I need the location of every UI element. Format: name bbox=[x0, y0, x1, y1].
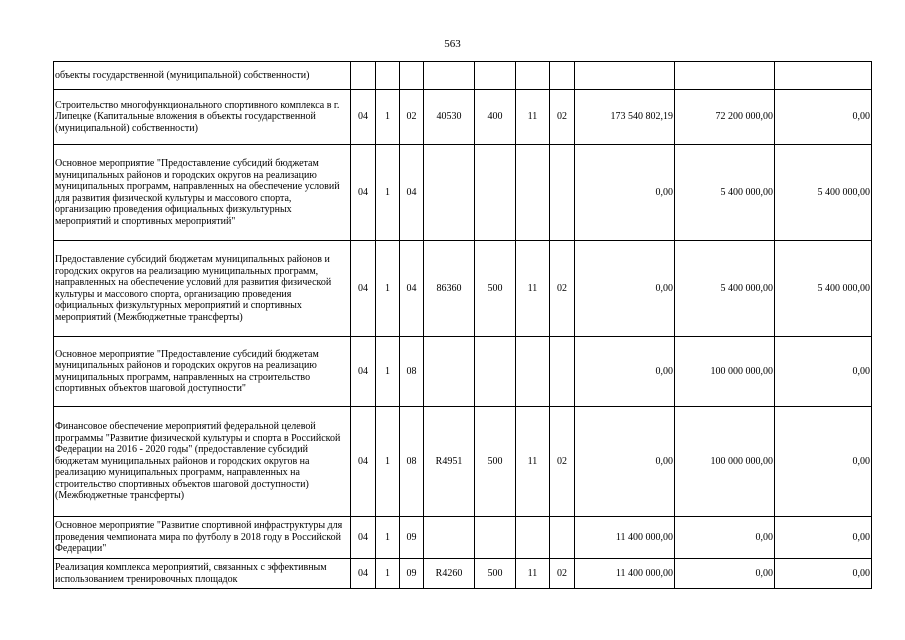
row-name: объекты государственной (муниципальной) собственности) bbox=[54, 62, 351, 90]
amount-year-3: 0,00 bbox=[775, 90, 872, 145]
event-code: 09 bbox=[400, 517, 424, 559]
expense-type-code bbox=[475, 517, 516, 559]
expense-type-code: 500 bbox=[475, 407, 516, 517]
section-code: 04 bbox=[351, 145, 376, 241]
row-name: Основное мероприятие "Развитие спортивной инфраструктуры для проведения чемпионата мира по футболу в 2018 году в Российской Федерации" bbox=[54, 517, 351, 559]
row-name: Основное мероприятие "Предоставление субсидий бюджетам муниципальных районов и городских округов на реализацию муниципальных программ, направленных на обеспечение условий для развития физической культуры и массового спорта, организацию проведения официальных физкультурных мероприятий и спортивных мероприятий" bbox=[54, 145, 351, 241]
amount-year-1: 0,00 bbox=[575, 407, 675, 517]
subprogram-code: 1 bbox=[376, 241, 400, 337]
section-code: 04 bbox=[351, 337, 376, 407]
expense-type-code bbox=[475, 62, 516, 90]
amount-year-3: 5 400 000,00 bbox=[775, 145, 872, 241]
subprogram-code: 1 bbox=[376, 90, 400, 145]
event-code: 09 bbox=[400, 559, 424, 589]
direction-code: R4260 bbox=[424, 559, 475, 589]
subprogram-code: 1 bbox=[376, 517, 400, 559]
section-code: 04 bbox=[351, 90, 376, 145]
page-number: 563 bbox=[444, 38, 461, 50]
event-code: 04 bbox=[400, 145, 424, 241]
amount-year-2: 100 000 000,00 bbox=[675, 337, 775, 407]
amount-year-2: 5 400 000,00 bbox=[675, 145, 775, 241]
subprogram-code: 1 bbox=[376, 145, 400, 241]
subdivision-code bbox=[550, 517, 575, 559]
amount-year-3: 5 400 000,00 bbox=[775, 241, 872, 337]
subprogram-code bbox=[376, 62, 400, 90]
amount-year-2: 100 000 000,00 bbox=[675, 407, 775, 517]
amount-year-2 bbox=[675, 62, 775, 90]
section-code: 04 bbox=[351, 517, 376, 559]
amount-year-2: 72 200 000,00 bbox=[675, 90, 775, 145]
subdivision-code bbox=[550, 62, 575, 90]
subprogram-code: 1 bbox=[376, 337, 400, 407]
row-name: Реализация комплекса мероприятий, связанных с эффективным использованием тренировочных площадок bbox=[54, 559, 351, 589]
row-name: Финансовое обеспечение мероприятий федеральной целевой программы "Развитие физической культуры и спорта в Российской Федерации на 2016 - 2020 годы" (предоставление субсидий бюджетам муниципальных районов и городских округов на реализацию муниципальных программ, направленных на строительство спортивных объектов шаговой доступности) (Межбюджетные трансферты) bbox=[54, 407, 351, 517]
direction-code bbox=[424, 517, 475, 559]
row-name: Предоставление субсидий бюджетам муниципальных районов и городских округов на реализацию муниципальных программ, направленных на обеспечение условий для развития физической культуры и массового спорта, организацию проведения официальных физкультурных мероприятий и спортивных мероприятий (Межбюджетные трансферты) bbox=[54, 241, 351, 337]
amount-year-3: 0,00 bbox=[775, 337, 872, 407]
subdivision-code: 02 bbox=[550, 90, 575, 145]
table-row bbox=[54, 407, 872, 517]
event-code: 04 bbox=[400, 241, 424, 337]
amount-year-1: 11 400 000,00 bbox=[575, 559, 675, 589]
subdivision-code: 02 bbox=[550, 241, 575, 337]
division-code: 11 bbox=[516, 241, 550, 337]
subdivision-code: 02 bbox=[550, 559, 575, 589]
subdivision-code bbox=[550, 145, 575, 241]
expense-type-code: 400 bbox=[475, 90, 516, 145]
division-code bbox=[516, 62, 550, 90]
amount-year-3: 0,00 bbox=[775, 517, 872, 559]
expense-type-code bbox=[475, 337, 516, 407]
amount-year-3 bbox=[775, 62, 872, 90]
table-row bbox=[54, 145, 872, 241]
event-code: 08 bbox=[400, 337, 424, 407]
direction-code: R4951 bbox=[424, 407, 475, 517]
section-code: 04 bbox=[351, 407, 376, 517]
section-code: 04 bbox=[351, 241, 376, 337]
division-code: 11 bbox=[516, 407, 550, 517]
table-row bbox=[54, 241, 872, 337]
row-name: Строительство многофункционального спортивного комплекса в г. Липецке (Капитальные вложения в объекты государственной (муниципальной) собственности) bbox=[54, 90, 351, 145]
amount-year-1 bbox=[575, 62, 675, 90]
subprogram-code: 1 bbox=[376, 559, 400, 589]
section-code: 04 bbox=[351, 559, 376, 589]
amount-year-1: 173 540 802,19 bbox=[575, 90, 675, 145]
event-code bbox=[400, 62, 424, 90]
subprogram-code: 1 bbox=[376, 407, 400, 517]
direction-code bbox=[424, 145, 475, 241]
direction-code bbox=[424, 337, 475, 407]
division-code bbox=[516, 145, 550, 241]
expense-type-code: 500 bbox=[475, 241, 516, 337]
subdivision-code: 02 bbox=[550, 407, 575, 517]
expense-type-code: 500 bbox=[475, 559, 516, 589]
amount-year-3: 0,00 bbox=[775, 559, 872, 589]
division-code bbox=[516, 517, 550, 559]
amount-year-1: 0,00 bbox=[575, 145, 675, 241]
budget-table bbox=[53, 61, 872, 589]
amount-year-2: 0,00 bbox=[675, 517, 775, 559]
division-code: 11 bbox=[516, 559, 550, 589]
table-row bbox=[54, 559, 872, 589]
event-code: 08 bbox=[400, 407, 424, 517]
amount-year-2: 5 400 000,00 bbox=[675, 241, 775, 337]
direction-code bbox=[424, 62, 475, 90]
direction-code: 40530 bbox=[424, 90, 475, 145]
amount-year-1: 0,00 bbox=[575, 337, 675, 407]
direction-code: 86360 bbox=[424, 241, 475, 337]
division-code bbox=[516, 337, 550, 407]
amount-year-2: 0,00 bbox=[675, 559, 775, 589]
section-code bbox=[351, 62, 376, 90]
subdivision-code bbox=[550, 337, 575, 407]
table-row bbox=[54, 517, 872, 559]
row-name: Основное мероприятие "Предоставление субсидий бюджетам муниципальных районов и городских округов на реализацию муниципальных программ, направленных на строительство спортивных объектов шаговой доступности" bbox=[54, 337, 351, 407]
amount-year-3: 0,00 bbox=[775, 407, 872, 517]
table-row bbox=[54, 62, 872, 90]
division-code: 11 bbox=[516, 90, 550, 145]
amount-year-1: 11 400 000,00 bbox=[575, 517, 675, 559]
table-row bbox=[54, 337, 872, 407]
expense-type-code bbox=[475, 145, 516, 241]
amount-year-1: 0,00 bbox=[575, 241, 675, 337]
table-row bbox=[54, 90, 872, 145]
event-code: 02 bbox=[400, 90, 424, 145]
